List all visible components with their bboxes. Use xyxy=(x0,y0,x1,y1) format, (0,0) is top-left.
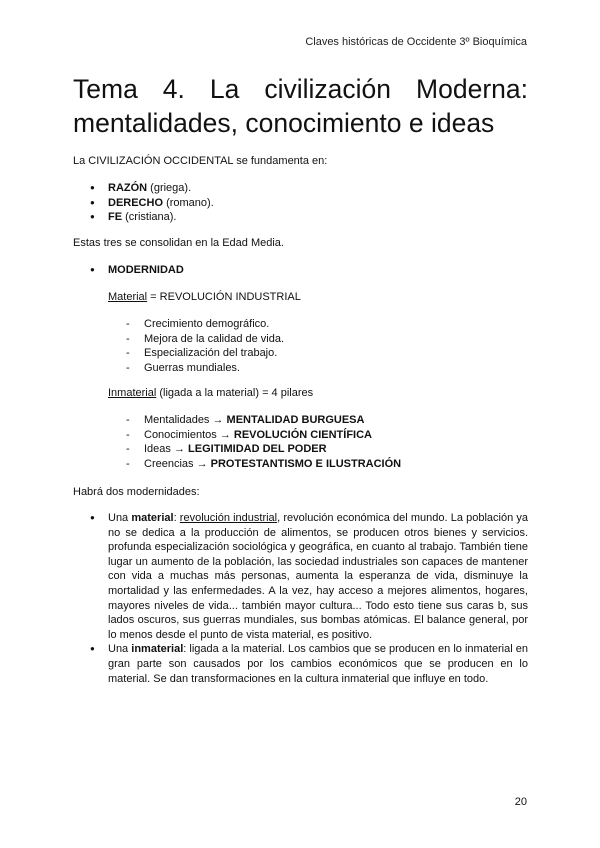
material-label: Material xyxy=(108,291,148,303)
list-item xyxy=(90,642,528,686)
pillar-origin: (romano). xyxy=(163,196,214,209)
modernidad-list xyxy=(90,263,528,278)
list-item xyxy=(126,442,401,457)
list-item: - Guerras mundiales. xyxy=(126,361,284,376)
list-item xyxy=(90,210,528,225)
list-item xyxy=(90,511,528,642)
pillar-area: Conocimientos → xyxy=(144,428,234,441)
list-item: - Especialización del trabajo. xyxy=(126,346,284,361)
two-modernities-paragraph: Habrá dos modernidades: xyxy=(73,486,200,498)
pillar-area: Mentalidades → xyxy=(144,414,227,426)
list-item xyxy=(126,457,401,472)
material-term: material xyxy=(131,512,174,524)
text-run: Una xyxy=(108,643,132,656)
running-header: Claves históricas de Occidente 3º Bioquímica xyxy=(305,36,527,48)
pillar-origin: (griega). xyxy=(147,182,192,194)
pillar-area: Ideas → xyxy=(144,443,189,456)
industrial-revolution-term: revolución industrial xyxy=(179,512,278,524)
list-item: - Mejora de la calidad de vida. xyxy=(126,332,284,347)
material-definition: = REVOLUCIÓN INDUSTRIAL xyxy=(147,291,301,303)
page-number: 20 xyxy=(514,796,527,808)
text-run: Una xyxy=(108,512,132,524)
pillar-result: LEGITIMIDAD DEL PODER xyxy=(188,443,327,456)
list-item: - Crecimiento demográfico. xyxy=(126,317,284,332)
inmaterial-list xyxy=(126,413,401,471)
page-title: Tema 4. La civilización Moderna: mentalidades, conocimiento e ideas xyxy=(73,74,528,138)
inmaterial-heading xyxy=(108,386,313,401)
list-item xyxy=(126,413,401,428)
pillar-area: Creencias → xyxy=(144,457,211,470)
list-item xyxy=(126,428,401,443)
pillars-list xyxy=(90,181,528,225)
text-run: : xyxy=(173,512,180,524)
pillar-name: FE xyxy=(108,211,123,224)
material-heading xyxy=(108,290,301,305)
consolidate-paragraph: Estas tres se consolidan en la Edad Media. xyxy=(73,237,284,249)
text-run: : ligada a la material. Los cambios que se producen en lo inmaterial en gran parte son causados por los cambios económicos que se producen en lo material. Se dan transformaciones en la cultura inmaterial que influye en todo. xyxy=(108,643,528,685)
inmaterial-term: inmaterial xyxy=(131,643,184,656)
pillar-name: DERECHO xyxy=(108,196,164,209)
inmaterial-label: Inmaterial xyxy=(108,387,157,399)
text-run: , revolución económica del mundo. La población ya no se dedica a la producción de alimentos, se producen otros bienes y servicios. profunda especialización sociológica y geográfica, en cuanto al trabajo. También tiene lugar un aumento de la población, las sociedad industriales son capaces de mantener con vida a muchas más personas, aumenta la esperanza de vida, disminuye la mortalidad y las enfermedades. A la vez, hay acceso a mejores alimentos, hogares, mayores niveles de vida... también mayor cultura... Todo esto tiene sus caras b, sus lados oscuros, sus guerras mundiales, sus bombas atómicas. El balance general, por lo menos desde el punto de vista material, es positivo. xyxy=(108,512,528,641)
pillar-origin: (cristiana). xyxy=(122,211,177,224)
pillar-result: MENTALIDAD BURGUESA xyxy=(226,414,365,426)
pillar-name: RAZÓN xyxy=(108,182,148,194)
intro-paragraph: La CIVILIZACIÓN OCCIDENTAL se fundamenta en: xyxy=(73,155,328,167)
modernities-list xyxy=(90,511,528,686)
list-item xyxy=(90,181,528,196)
modernidad-heading: MODERNIDAD xyxy=(108,264,184,276)
pillar-result: REVOLUCIÓN CIENTÍFICA xyxy=(233,428,372,441)
pillar-result: PROTESTANTISMO E ILUSTRACIÓN xyxy=(210,457,402,470)
inmaterial-definition: (ligada a la material) = 4 pilares xyxy=(156,387,314,399)
list-item xyxy=(90,196,528,211)
list-item xyxy=(90,263,528,278)
material-list xyxy=(126,317,284,375)
